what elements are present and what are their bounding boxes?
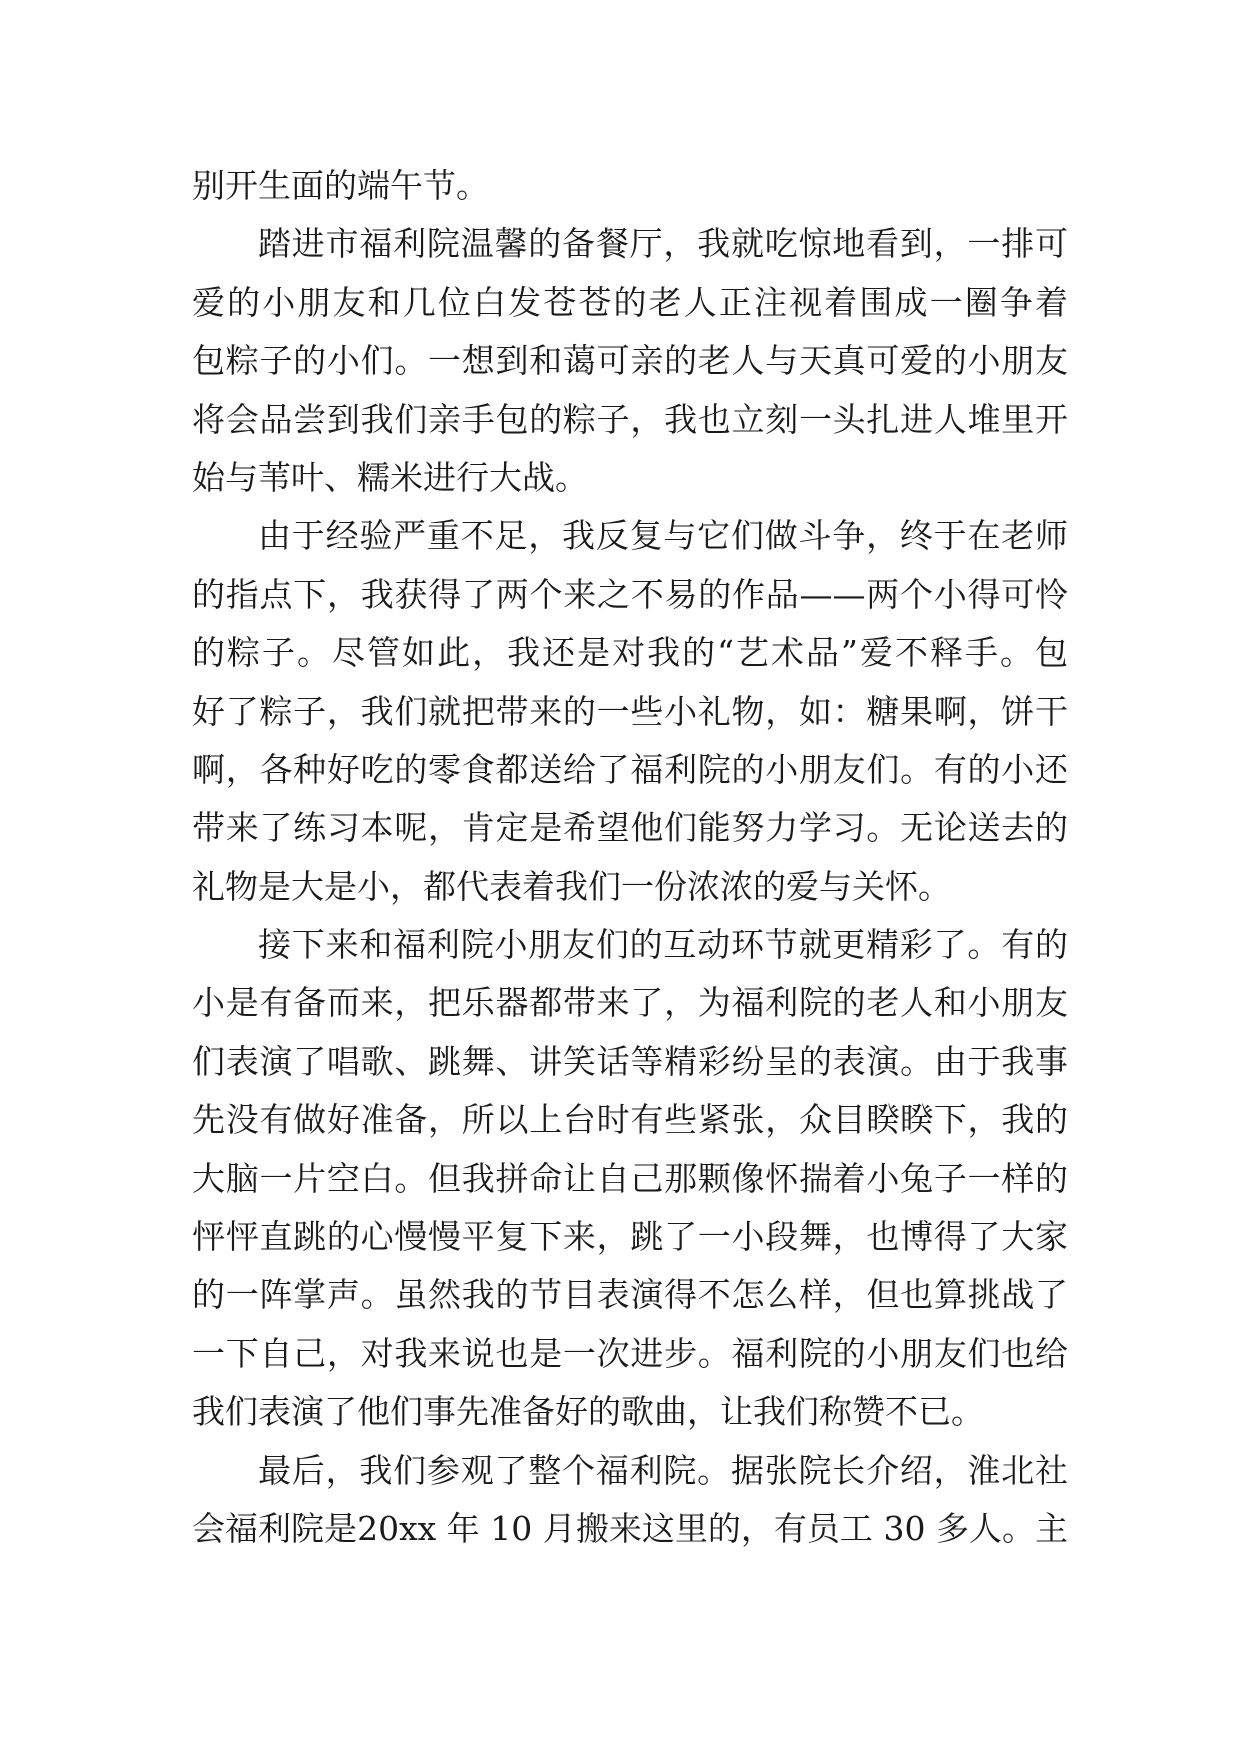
text-line: 接下来和福利院小朋友们的互动环节就更精彩了。有的 bbox=[258, 925, 1068, 965]
text-line: 好了粽子，我们就把带来的一些小礼物，如：糖果啊，饼干 bbox=[192, 691, 1068, 731]
text-line: 礼物是大是小，都代表着我们一份浓浓的爱与关怀。 bbox=[192, 866, 951, 906]
text-line: 的一阵掌声。虽然我的节目表演得不怎么样，但也算挑战了 bbox=[192, 1275, 1068, 1315]
text-line: 先没有做好准备，所以上台时有些紧张，众目睽睽下，我的 bbox=[192, 1100, 1068, 1140]
text-line: 怦怦直跳的心慢慢平复下来，跳了一小段舞，也博得了大家 bbox=[192, 1217, 1068, 1257]
text-line: 一下自己，对我来说也是一次进步。福利院的小朋友们也给 bbox=[192, 1333, 1068, 1373]
text-line: 包粽子的小们。一想到和蔼可亲的老人与天真可爱的小朋友 bbox=[192, 341, 1068, 381]
text-line: 始与苇叶、糯米进行大战。 bbox=[192, 457, 588, 497]
text-line: 将会品尝到我们亲手包的粽子，我也立刻一头扎进人堆里开 bbox=[192, 399, 1068, 439]
text-line: 大脑一片空白。但我拼命让自己那颗像怀揣着小兔子一样的 bbox=[192, 1158, 1068, 1198]
text-line: 的粽子。尽管如此，我还是对我的“艺术品”爱不释手。包 bbox=[192, 633, 1068, 673]
text-line: 的指点下，我获得了两个来之不易的作品——两个小得可怜 bbox=[192, 574, 1068, 614]
text-line: 踏进市福利院温馨的备餐厅，我就吃惊地看到，一排可 bbox=[258, 224, 1068, 264]
text-line: 最后，我们参观了整个福利院。据张院长介绍，淮北社 bbox=[258, 1450, 1068, 1490]
text-line: 小是有备而来，把乐器都带来了，为福利院的老人和小朋友 bbox=[192, 983, 1068, 1023]
text-line: 啊，各种好吃的零食都送给了福利院的小朋友们。有的小还 bbox=[192, 749, 1068, 789]
text-line: 别开生面的端午节。 bbox=[192, 166, 489, 205]
text-line: 由于经验严重不足，我反复与它们做斗争，终于在老师 bbox=[258, 516, 1068, 556]
body-text bbox=[192, 157, 1068, 1558]
text-line: 爱的小朋友和几位白发苍苍的老人正注视着围成一圈争着 bbox=[192, 282, 1068, 322]
text-line: 带来了练习本呢，肯定是希望他们能努力学习。无论送去的 bbox=[192, 808, 1068, 848]
text-line: 们表演了唱歌、跳舞、讲笑话等精彩纷呈的表演。由于我事 bbox=[192, 1041, 1068, 1081]
text-line: 会福利院是20xx 年 10 月搬来这里的，有员工 30 多人。主 bbox=[192, 1508, 1068, 1548]
text-line: 我们表演了他们事先准备好的歌曲，让我们称赞不已。 bbox=[192, 1392, 984, 1432]
